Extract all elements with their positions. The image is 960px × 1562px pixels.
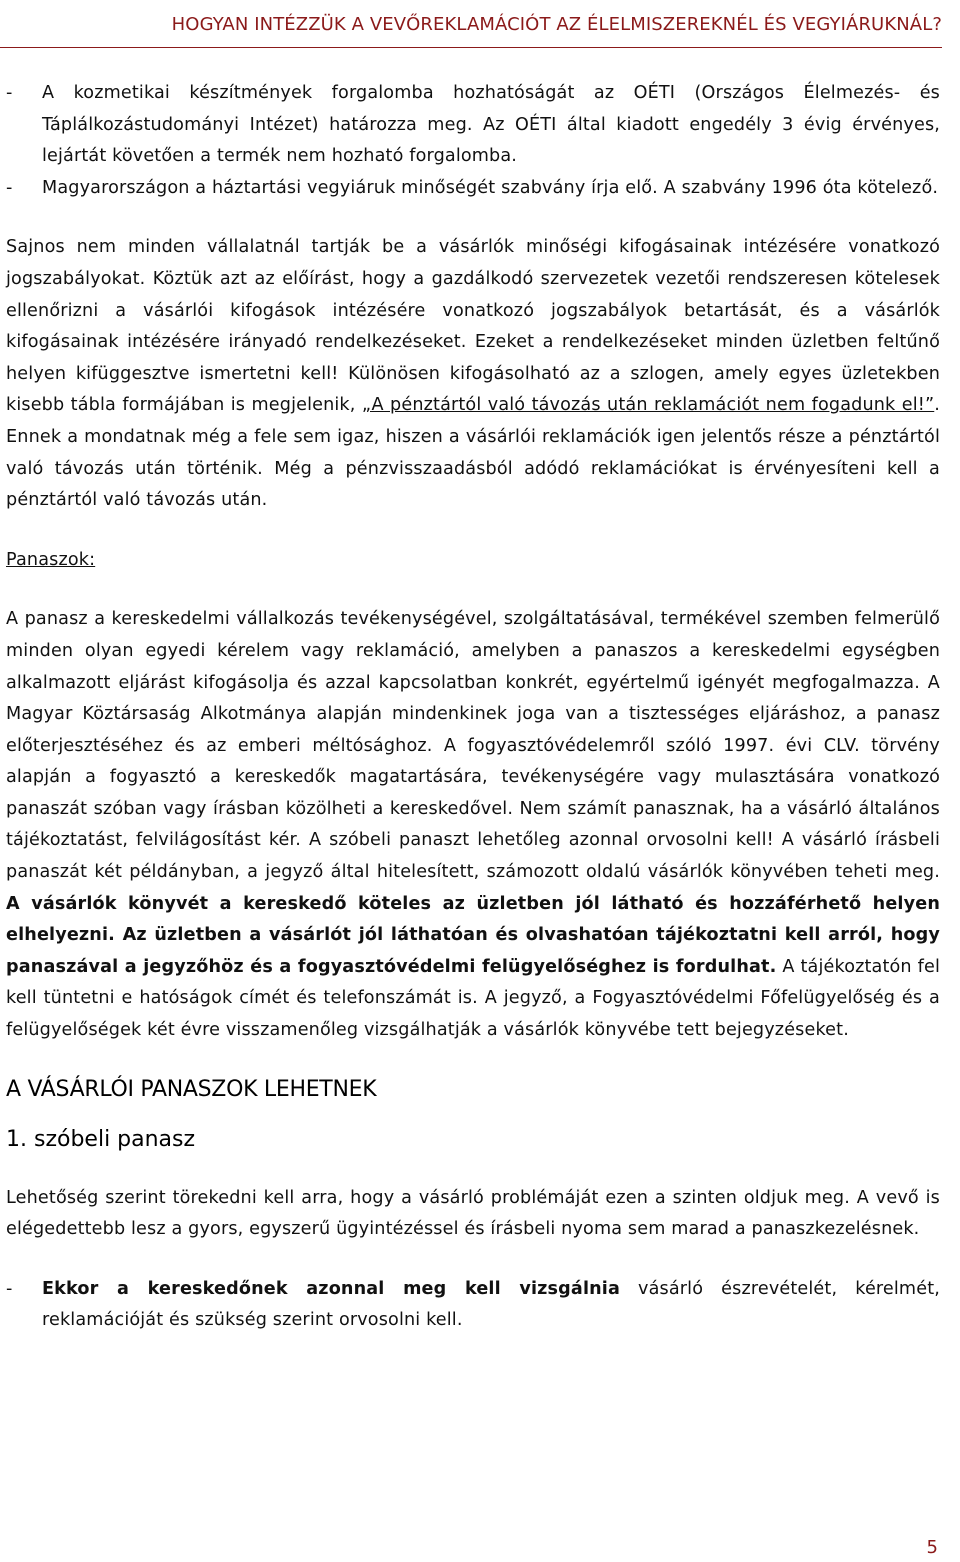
bullet-item-1	[6, 78, 940, 173]
bullet-text: Magyarországon a háztartási vegyiáruk minőségét szabvány írja elő. A szabvány 1996 óta kötelező.	[42, 177, 939, 198]
paragraph-bold-text: A vásárlók könyvét a kereskedő köteles az üzletben jól látható és hozzáférhető helyen elhelyezni. Az üzletben a vásárlót jól láthatóan és olvashatóan tájékoztatni kell arról, hogy panaszával a jegyzőhöz és a fogyasztóvédelmi felügyelőséghez is fordulhat.	[6, 893, 940, 977]
paragraph-regulations	[6, 232, 940, 516]
bullet-dash: -	[6, 83, 13, 103]
running-header: HOGYAN INTÉZZÜK A VEVŐREKLAMÁCIÓT AZ ÉLELMISZEREKNÉL ÉS VEGYIÁRUKNÁL?	[171, 14, 942, 35]
bullet-bold-text: Ekkor a kereskedőnek azonnal meg kell vizsgálnia	[42, 1278, 620, 1299]
paragraph-text: . Ennek a mondatnak még a fele sem igaz, hiszen a vásárlói reklamációk igen jelentős része a pénztártól való távozás után történik. Még a pénzvisszaadásból adódó reklamációkat is érvényesíteni kell a pénztártól való távozás után.	[6, 395, 940, 511]
slogan-quote: „A pénztártól való távozás után reklamációt nem fogadunk el!”	[361, 395, 935, 416]
paragraph-oral-complaint: Lehetőség szerint törekedni kell arra, hogy a vásárló problémáját ezen a szinten oldjuk meg. A vevő is elégedettebb lesz a gyors, egyszerű ügyintézéssel és írásbeli nyoma sem marad a panaszkezelésnek.	[6, 1187, 940, 1240]
paragraph-complaints	[6, 604, 940, 1046]
page-content	[6, 78, 940, 1337]
bullet-item-2	[6, 173, 940, 205]
paragraph-text: A panasz a kereskedelmi vállalkozás tevékenységével, szolgáltatásával, termékével szemben felmerülő minden olyan egyedi kérelem vagy reklamáció, amelyben a panaszos a kereskedelmi egységben alkalmazott eljárást kifogásolja és azzal kapcsolatban konkrét, egyértelmű igényét megfogalmazza. A Magyar Köztársaság Alkotmánya alapján mindenkinek joga van a tisztességes eljáráshoz, a panasz előterjesztéséhez és az emberi méltósághoz. A fogyasztóvédelemről szóló 1997. évi CLV. törvény alapján a fogyasztó a kereskedők magatartására, tevékenységére vagy mulasztására vonatkozó panaszát szóban vagy írásban közölheti a kereskedővel. Nem számít panasznak, ha a vásárló általános tájékoztatást, felvilágosítást kér. A szóbeli panaszt lehetőleg azonnal orvosolni kell! A vásárló írásbeli panaszát két példányban, a jegyző által hitelesített, számozott oldalú vásárlók könyvében teheti meg.	[6, 609, 940, 883]
paragraph-text: Sajnos nem minden vállalatnál tartják be a vásárlók minőségi kifogásainak intézésére vonatkozó jogszabályokat. Köztük azt az előírást, hogy a gazdálkodó szervezetek vezetői rendszeresen kötelesek ellenőrizni a vásárlói kifogások intézésére vonatkozó jogszabályok betartását, és a vásárlók kifogásainak intézésére irányadó rendelkezéseket. Ezeket a rendelkezéseket minden üzletben feltűnő helyen kifüggesztve ismertetni kell! Különösen kifogásolható az a szlogen, amely egyes üzletekben kisebb tábla formájában is megjelenik,	[6, 237, 940, 416]
header-rule	[0, 47, 942, 48]
bullet-item-3	[6, 1274, 940, 1337]
paragraph-text: A tájékoztatón fel kell tüntetni e hatóságok címét és telefonszámát is. A jegyző, a Fogyasztóvédelmi Főfelügyelőség és a felügyelőségek két évre visszamenőleg vizsgálhatják a vásárlók könyvébe tett bejegyzéseket.	[6, 956, 941, 1041]
sub-heading: 1. szóbeli panasz	[6, 1126, 196, 1152]
panaszok-heading	[6, 545, 940, 577]
section-heading: A VÁSÁRLÓI PANASZOK LEHETNEK	[6, 1076, 377, 1102]
bullet-text: vásárló észrevételét, kérelmét, reklamációját és szükség szerint orvosolni kell.	[42, 1278, 940, 1331]
bullet-dash: -	[6, 1278, 13, 1299]
bullet-dash: -	[6, 177, 13, 198]
page-number: 5	[926, 1537, 938, 1558]
bullet-text: A kozmetikai készítmények forgalomba hozhatóságát az OÉTI (Országos Élelmezés- és Táplálkozástudományi Intézet) határozza meg. Az OÉTI által kiadott engedély 3 évig érvényes, lejártát követően a termék nem hozható forgalomba.	[42, 83, 940, 167]
panaszok-heading-text: Panaszok:	[6, 549, 96, 570]
